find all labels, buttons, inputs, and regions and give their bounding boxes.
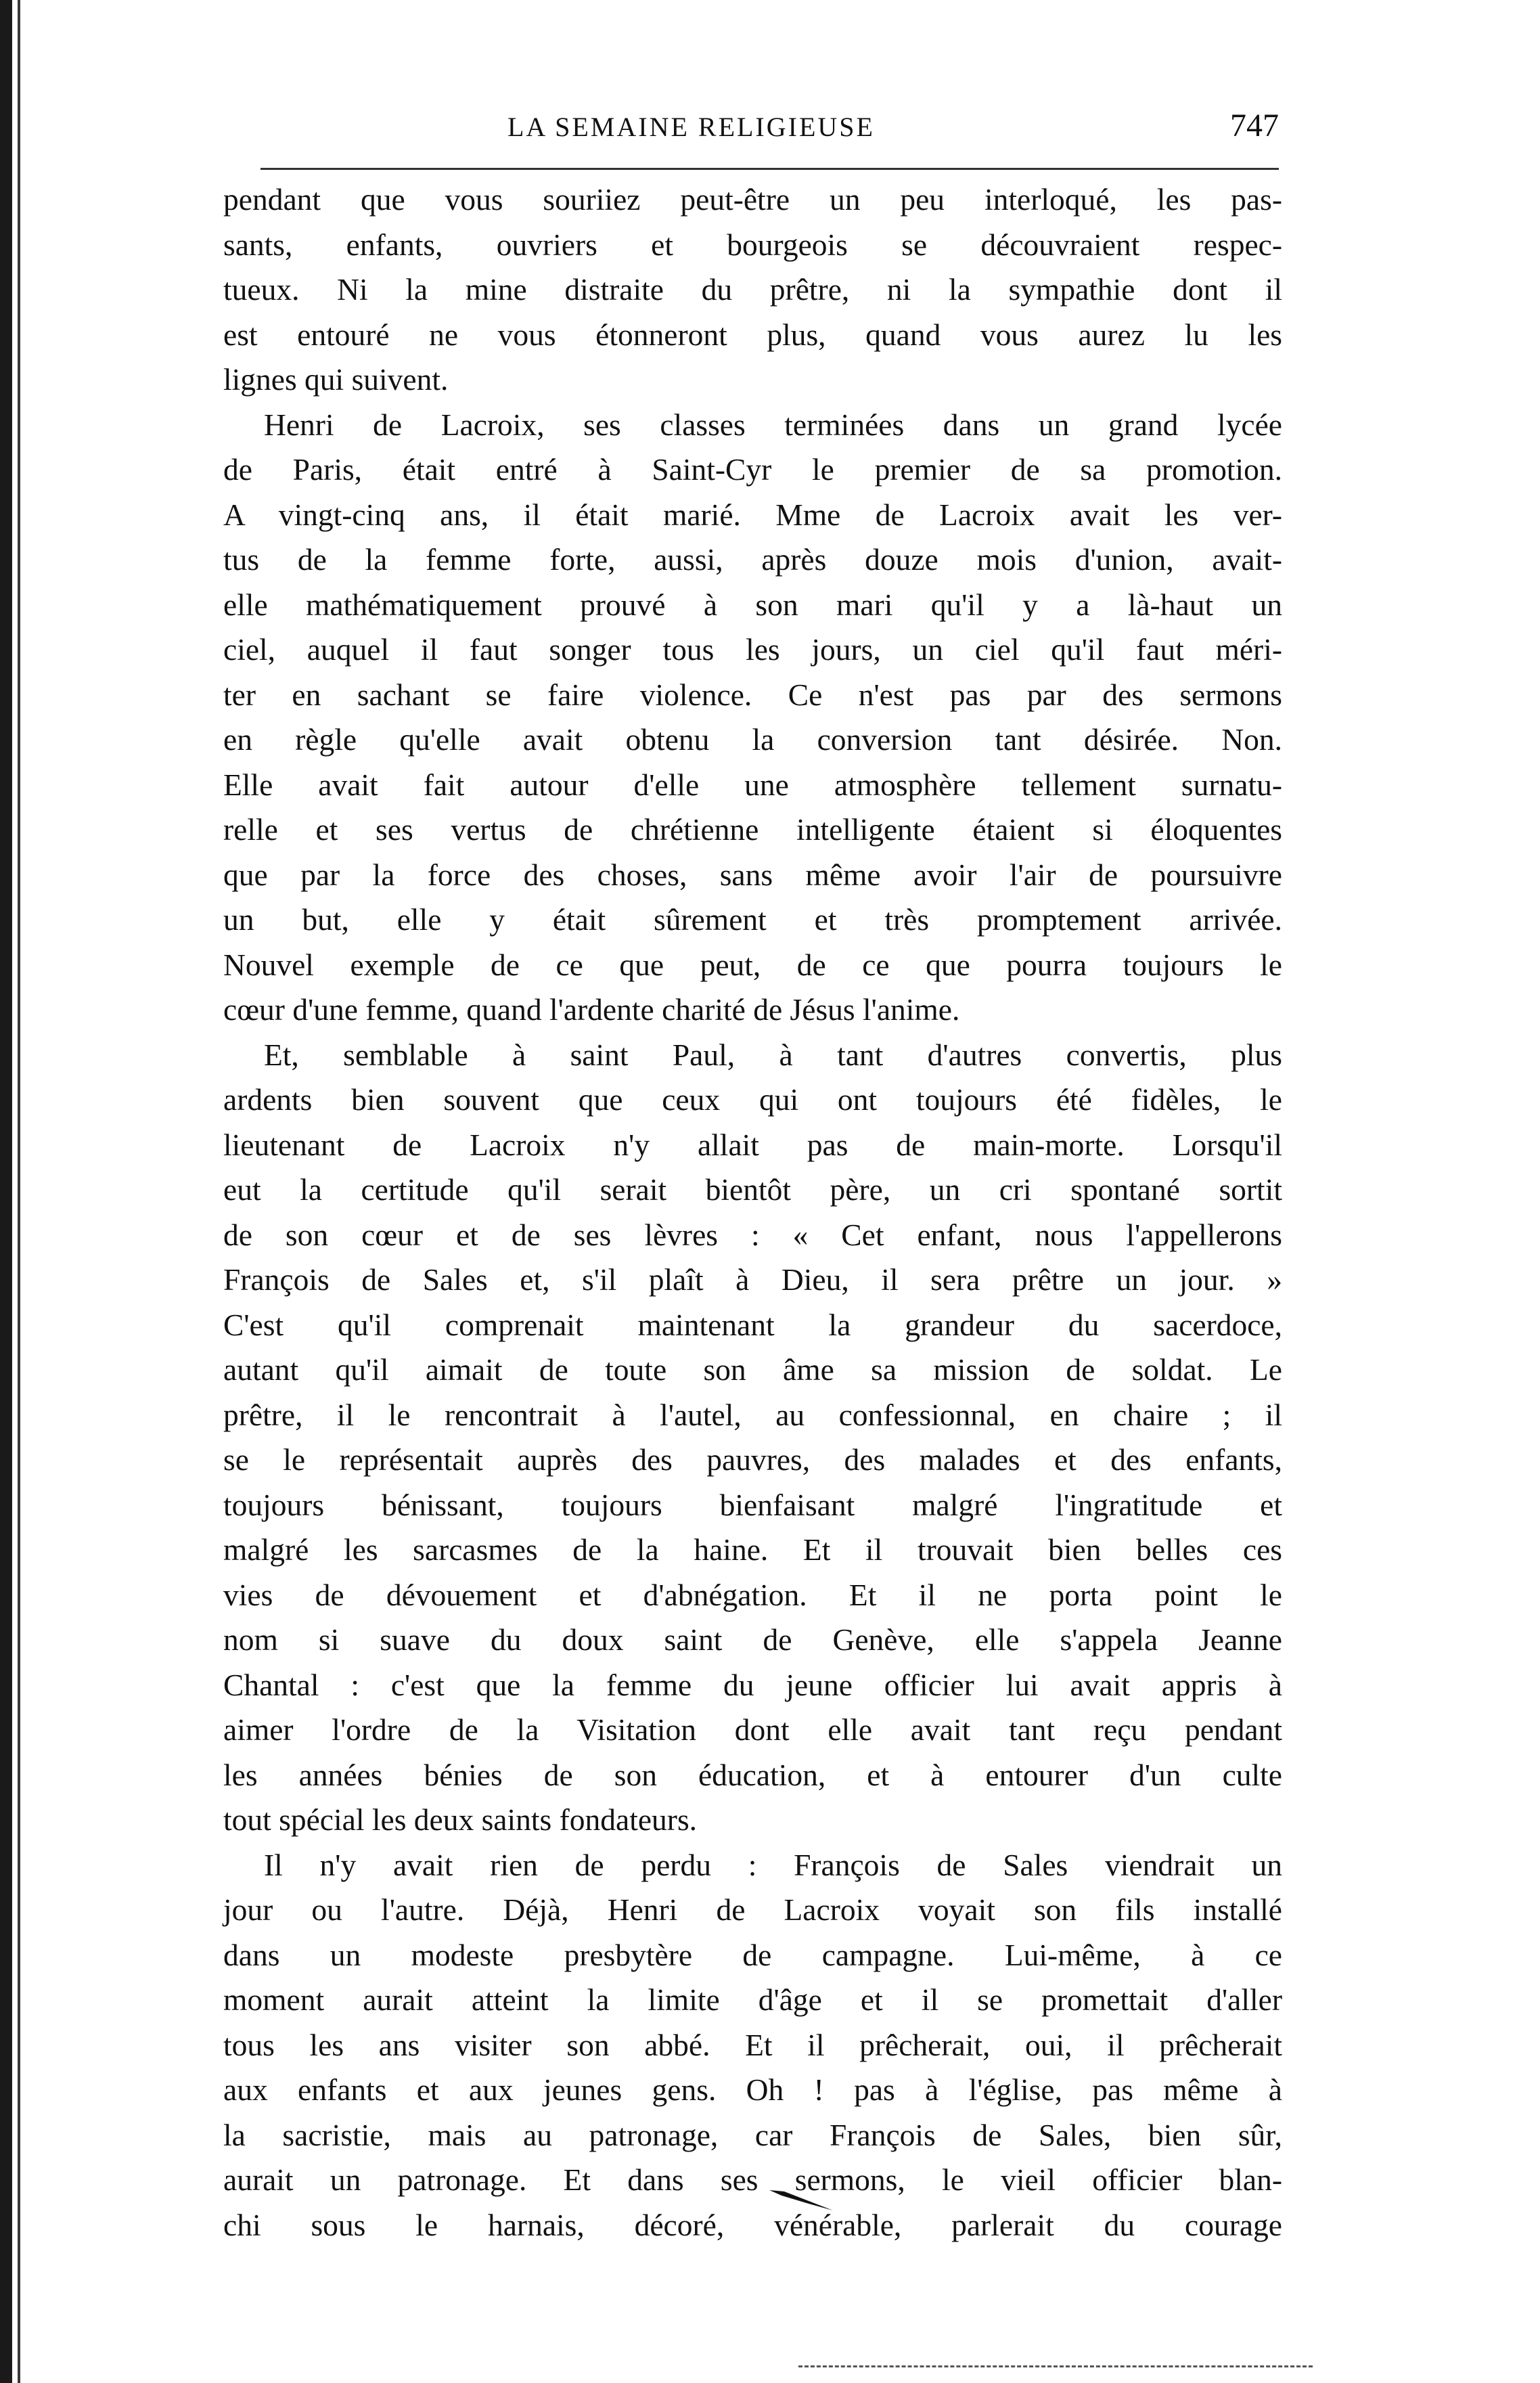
text-line: de son cœur et de ses lèvres : « Cet enfant, nous l'appellerons bbox=[223, 1217, 1282, 1252]
text-line: ardents bien souvent que ceux qui ont toujours été fidèles, le bbox=[223, 1082, 1282, 1117]
running-head-title: LA SEMAINE RELIGIEUSE bbox=[507, 112, 875, 142]
running-head bbox=[237, 107, 1279, 154]
text-line: Nouvel exemple de ce que peut, de ce que pourra toujours le bbox=[223, 947, 1282, 982]
text-line: vies de dévouement et d'abnégation. Et il ne porta point le bbox=[223, 1577, 1282, 1612]
text-line: lignes qui suivent. bbox=[223, 362, 449, 397]
text-line: eut la certitude qu'il serait bientôt père, un cri spontané sortit bbox=[223, 1172, 1282, 1207]
text-line: que par la force des choses, sans même avoir l'air de poursuivre bbox=[223, 857, 1282, 892]
binding-edge bbox=[0, 0, 12, 2383]
text-line: A vingt-cinq ans, il était marié. Mme de Lacroix avait les ver- bbox=[223, 497, 1282, 532]
text-line: nom si suave du doux saint de Genève, elle s'appela Jeanne bbox=[223, 1622, 1282, 1657]
text-line: elle mathématiquement prouvé à son mari qu'il y a là-haut un bbox=[223, 587, 1282, 622]
text-line: se le représentait auprès des pauvres, des malades et des enfants, bbox=[223, 1442, 1282, 1477]
text-line: Et, semblable à saint Paul, à tant d'autres convertis, plus bbox=[264, 1037, 1282, 1072]
text-line: jour ou l'autre. Déjà, Henri de Lacroix voyait son fils installé bbox=[223, 1892, 1282, 1927]
text-line: ter en sachant se faire violence. Ce n'est pas par des sermons bbox=[223, 677, 1282, 712]
text-line: Henri de Lacroix, ses classes terminées dans un grand lycée bbox=[264, 407, 1282, 442]
text-line: ciel, auquel il faut songer tous les jours, un ciel qu'il faut méri- bbox=[223, 632, 1282, 667]
text-line: un but, elle y était sûrement et très promptement arrivée. bbox=[223, 902, 1282, 937]
text-line: lieutenant de Lacroix n'y allait pas de main-morte. Lorsqu'il bbox=[223, 1127, 1282, 1162]
text-line: relle et ses vertus de chrétienne intelligente étaient si éloquentes bbox=[223, 812, 1282, 847]
text-line: chi sous le harnais, décoré, vénérable, parlerait du courage bbox=[223, 2207, 1282, 2242]
text-line: François de Sales et, s'il plaît à Dieu, il sera prêtre un jour. » bbox=[223, 1262, 1282, 1297]
header-rule bbox=[261, 168, 1279, 170]
ink-mark bbox=[768, 2186, 836, 2213]
text-line: tus de la femme forte, aussi, après douze mois d'union, avait- bbox=[223, 542, 1282, 577]
text-line: sants, enfants, ouvriers et bourgeois se découvraient respec- bbox=[223, 227, 1282, 262]
text-line: les années bénies de son éducation, et à entourer d'un culte bbox=[223, 1757, 1282, 1792]
text-line: aux enfants et aux jeunes gens. Oh ! pas à l'église, pas même à bbox=[223, 2072, 1282, 2107]
body-text bbox=[223, 177, 1282, 2248]
text-line: dans un modeste presbytère de campagne. Lui-même, à ce bbox=[223, 1937, 1282, 1972]
page-number: 747 bbox=[1230, 108, 1279, 143]
text-line: Chantal : c'est que la femme du jeune officier lui avait appris à bbox=[223, 1667, 1282, 1702]
text-line: toujours bénissant, toujours bienfaisant malgré l'ingratitude et bbox=[223, 1487, 1282, 1522]
text-line: pendant que vous souriiez peut-être un peu interloqué, les pas- bbox=[223, 182, 1282, 217]
text-line: aimer l'ordre de la Visitation dont elle avait tant reçu pendant bbox=[223, 1712, 1282, 1747]
text-line: cœur d'une femme, quand l'ardente charité de Jésus l'anime. bbox=[223, 992, 960, 1027]
text-line: C'est qu'il comprenait maintenant la grandeur du sacerdoce, bbox=[223, 1307, 1282, 1342]
text-line: Elle avait fait autour d'elle une atmosphère tellement surnatu- bbox=[223, 767, 1282, 802]
binding-shadow bbox=[18, 0, 20, 2383]
text-line: tous les ans visiter son abbé. Et il prêcherait, oui, il prêcherait bbox=[223, 2027, 1282, 2062]
text-line: est entouré ne vous étonneront plus, quand vous aurez lu les bbox=[223, 317, 1282, 352]
text-line: Il n'y avait rien de perdu : François de Sales viendrait un bbox=[264, 1847, 1282, 1882]
text-line: moment aurait atteint la limite d'âge et il se promettait d'aller bbox=[223, 1982, 1282, 2017]
text-line: la sacristie, mais au patronage, car François de Sales, bien sûr, bbox=[223, 2117, 1282, 2152]
text-line: malgré les sarcasmes de la haine. Et il trouvait bien belles ces bbox=[223, 1532, 1282, 1567]
text-line: prêtre, il le rencontrait à l'autel, au confessionnal, en chaire ; il bbox=[223, 1397, 1282, 1432]
text-line: en règle qu'elle avait obtenu la conversion tant désirée. Non. bbox=[223, 722, 1282, 757]
text-line: aurait un patronage. Et dans ses sermons, le vieil officier blan- bbox=[223, 2162, 1282, 2197]
bottom-dashed-rule bbox=[798, 2365, 1313, 2367]
text-line: tueux. Ni la mine distraite du prêtre, ni la sympathie dont il bbox=[223, 272, 1282, 307]
text-line: tout spécial les deux saints fondateurs. bbox=[223, 1802, 698, 1837]
text-line: autant qu'il aimait de toute son âme sa mission de soldat. Le bbox=[223, 1352, 1282, 1387]
text-line: de Paris, était entré à Saint-Cyr le premier de sa promotion. bbox=[223, 452, 1282, 487]
